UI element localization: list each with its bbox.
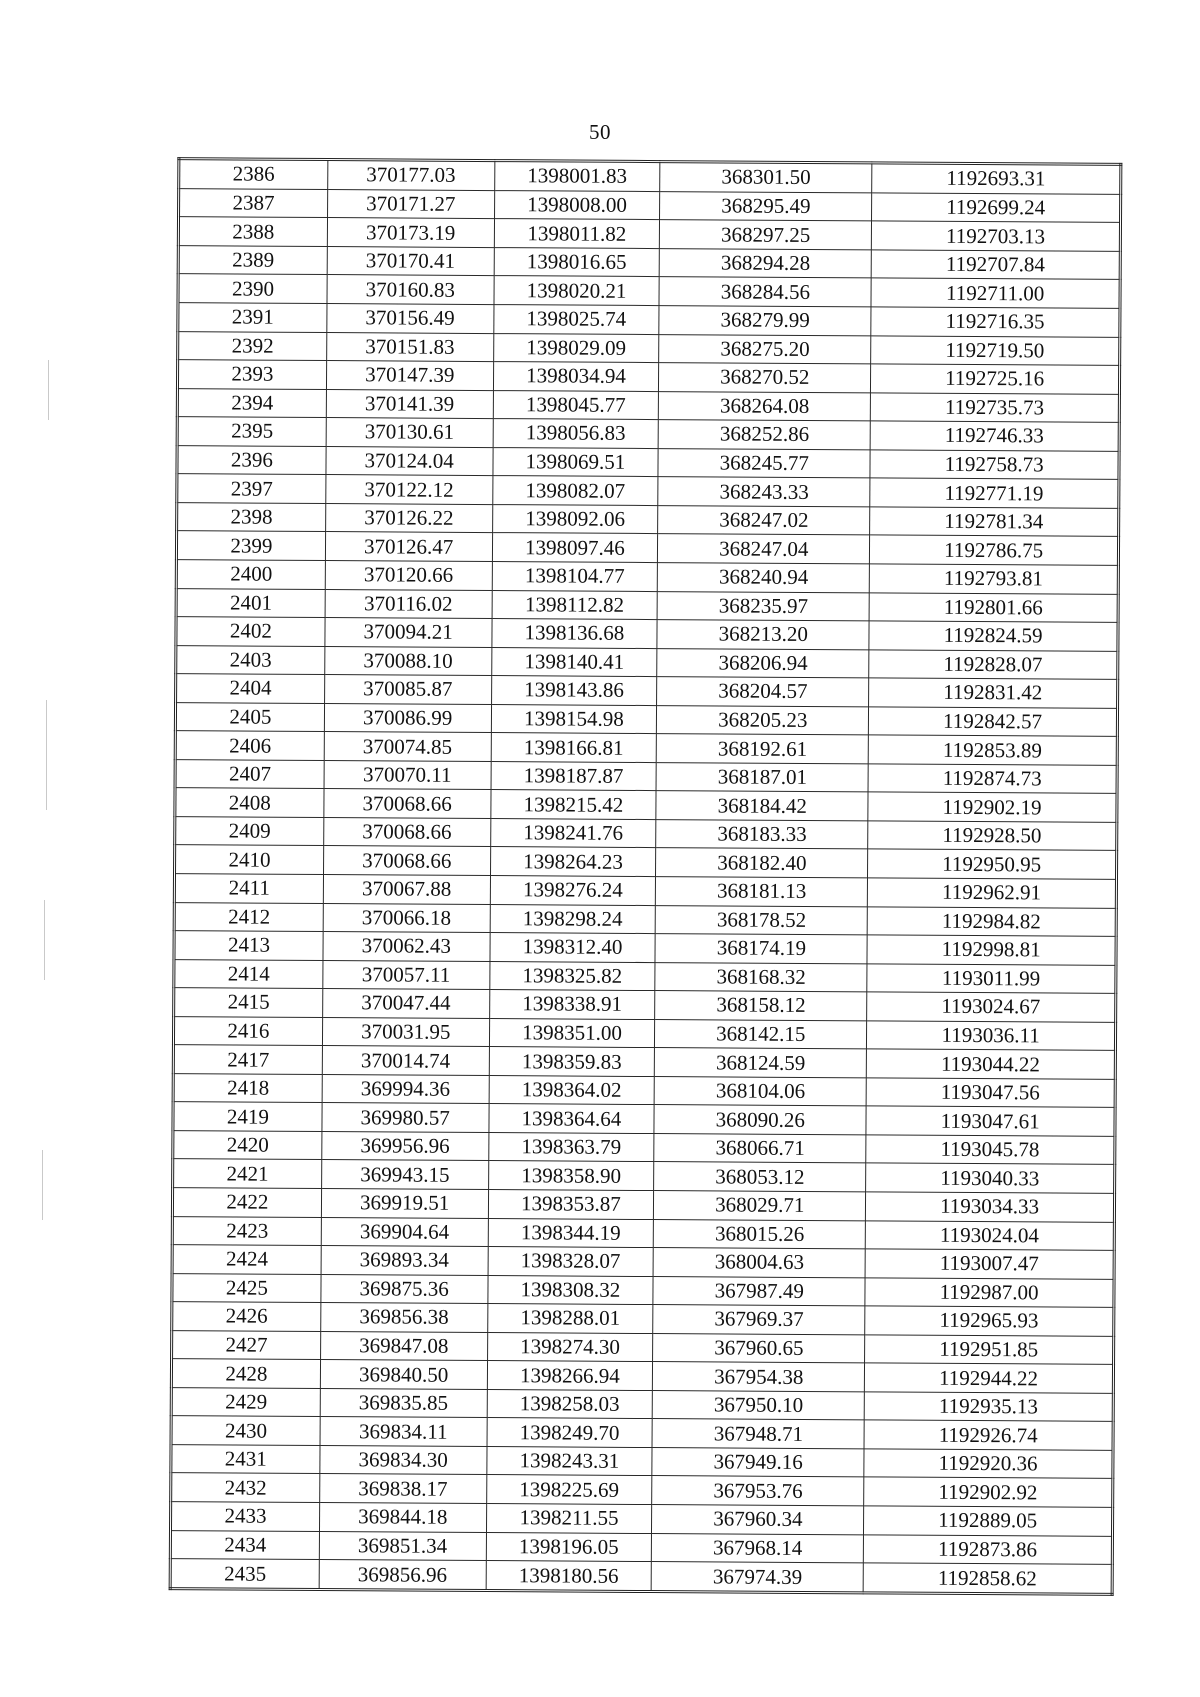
y1-cell: 1398288.01 <box>487 1304 653 1334</box>
x1-cell: 370062.43 <box>323 932 490 962</box>
x1-cell: 370067.88 <box>323 875 490 905</box>
y2-cell: 1192902.19 <box>868 792 1117 822</box>
y1-cell: 1398029.09 <box>493 333 659 363</box>
x2-cell: 368284.56 <box>659 277 871 307</box>
y2-cell: 1192711.00 <box>871 278 1120 308</box>
y1-cell: 1398312.40 <box>490 933 656 963</box>
x2-cell: 367960.34 <box>652 1505 864 1535</box>
y2-cell: 1192935.13 <box>864 1392 1113 1422</box>
x1-cell: 370160.83 <box>327 275 494 305</box>
y2-cell: 1192889.05 <box>864 1506 1113 1536</box>
x1-cell: 369856.96 <box>319 1560 486 1591</box>
y2-cell: 1192965.93 <box>865 1306 1114 1336</box>
y1-cell: 1398249.70 <box>487 1418 653 1448</box>
x2-cell: 368187.01 <box>656 762 868 792</box>
x2-cell: 368174.19 <box>655 934 867 964</box>
y2-cell: 1192699.24 <box>872 193 1121 223</box>
x1-cell: 370170.41 <box>327 246 494 276</box>
table-row <box>170 1559 1112 1595</box>
x2-cell: 368104.06 <box>654 1076 866 1106</box>
point-id-cell: 2387 <box>179 188 328 217</box>
y1-cell: 1398136.68 <box>491 619 657 649</box>
y2-cell: 1193040.33 <box>866 1163 1115 1193</box>
point-id-cell: 2433 <box>170 1502 319 1531</box>
x2-cell: 368294.28 <box>659 249 871 279</box>
x2-cell: 368301.50 <box>660 162 872 193</box>
x1-cell: 370147.39 <box>326 361 493 391</box>
y2-cell: 1192786.75 <box>870 535 1119 565</box>
x1-cell: 370124.04 <box>326 446 493 476</box>
y1-cell: 1398001.83 <box>494 161 660 192</box>
y1-cell: 1398187.87 <box>491 761 657 791</box>
x1-cell: 370126.47 <box>325 532 492 562</box>
y1-cell: 1398097.46 <box>492 533 658 563</box>
x1-cell: 370068.66 <box>324 789 491 819</box>
point-id-cell: 2423 <box>172 1216 321 1245</box>
y2-cell: 1193047.61 <box>866 1106 1115 1136</box>
y1-cell: 1398143.86 <box>491 676 657 706</box>
point-id-cell: 2426 <box>172 1302 321 1331</box>
x1-cell: 370141.39 <box>326 389 493 419</box>
y1-cell: 1398140.41 <box>491 647 657 677</box>
x1-cell: 369980.57 <box>322 1103 489 1133</box>
y2-cell: 1192858.62 <box>863 1563 1112 1594</box>
y2-cell: 1192853.89 <box>868 735 1117 765</box>
x1-cell: 370126.22 <box>325 503 492 533</box>
point-id-cell: 2428 <box>171 1359 320 1388</box>
y2-cell: 1192842.57 <box>869 707 1118 737</box>
point-id-cell: 2429 <box>171 1387 320 1416</box>
point-id-cell: 2425 <box>172 1273 321 1302</box>
scan-artifact <box>42 1150 43 1220</box>
point-id-cell: 2430 <box>171 1416 320 1445</box>
point-id-cell: 2417 <box>173 1045 322 1074</box>
y1-cell: 1398258.03 <box>487 1389 653 1419</box>
x1-cell: 370068.66 <box>323 846 490 876</box>
x1-cell: 369994.36 <box>322 1074 489 1104</box>
point-id-cell: 2397 <box>177 474 326 503</box>
y1-cell: 1398112.82 <box>492 590 658 620</box>
x1-cell: 369851.34 <box>319 1531 486 1561</box>
y2-cell: 1193024.67 <box>867 992 1116 1022</box>
point-id-cell: 2411 <box>174 874 323 903</box>
point-id-cell: 2403 <box>176 645 325 674</box>
x1-cell: 370156.49 <box>327 304 494 334</box>
point-id-cell: 2407 <box>175 759 324 788</box>
y2-cell: 1192793.81 <box>870 564 1119 594</box>
y2-cell: 1192703.13 <box>872 221 1121 251</box>
x2-cell: 368029.71 <box>654 1191 866 1221</box>
x2-cell: 368066.71 <box>654 1133 866 1163</box>
y1-cell: 1398358.90 <box>488 1161 654 1191</box>
point-id-cell: 2427 <box>172 1330 321 1359</box>
x1-cell: 370066.18 <box>323 903 490 933</box>
point-id-cell: 2389 <box>178 246 327 275</box>
x1-cell: 370130.61 <box>326 418 493 448</box>
y2-cell: 1192758.73 <box>870 450 1119 480</box>
point-id-cell: 2388 <box>178 217 327 246</box>
x2-cell: 368295.49 <box>660 191 872 221</box>
x1-cell: 369919.51 <box>321 1189 488 1219</box>
coordinates-table <box>169 157 1123 1596</box>
y1-cell: 1398325.82 <box>489 961 655 991</box>
y2-cell: 1192951.85 <box>865 1335 1114 1365</box>
x2-cell: 368178.52 <box>655 905 867 935</box>
y1-cell: 1398104.77 <box>492 562 658 592</box>
x1-cell: 369893.34 <box>321 1246 488 1276</box>
y2-cell: 1192998.81 <box>867 935 1116 965</box>
point-id-cell: 2432 <box>171 1473 320 1502</box>
x2-cell: 368204.57 <box>657 677 869 707</box>
x1-cell: 370070.11 <box>324 760 491 790</box>
y1-cell: 1398045.77 <box>493 390 659 420</box>
y1-cell: 1398328.07 <box>488 1247 654 1277</box>
x1-cell: 369838.17 <box>319 1474 486 1504</box>
point-id-cell: 2431 <box>171 1445 320 1474</box>
y1-cell: 1398092.06 <box>492 504 658 534</box>
y2-cell: 1192984.82 <box>867 906 1116 936</box>
y2-cell: 1193007.47 <box>865 1249 1114 1279</box>
x1-cell: 369840.50 <box>320 1360 487 1390</box>
y2-cell: 1192874.73 <box>868 764 1117 794</box>
x2-cell: 368205.23 <box>657 705 869 735</box>
y2-cell: 1193047.56 <box>866 1078 1115 1108</box>
y1-cell: 1398166.81 <box>491 733 657 763</box>
y2-cell: 1192950.95 <box>868 849 1117 879</box>
y2-cell: 1192725.16 <box>871 364 1120 394</box>
x1-cell: 370151.83 <box>326 332 493 362</box>
y2-cell: 1192801.66 <box>869 592 1118 622</box>
point-id-cell: 2400 <box>176 560 325 589</box>
x2-cell: 368142.15 <box>655 1019 867 1049</box>
y2-cell: 1193011.99 <box>867 963 1116 993</box>
scan-artifact <box>48 360 49 420</box>
point-id-cell: 2414 <box>174 959 323 988</box>
point-id-cell: 2386 <box>179 159 328 190</box>
y2-cell: 1192944.22 <box>865 1363 1114 1393</box>
y1-cell: 1398154.98 <box>491 704 657 734</box>
y1-cell: 1398211.55 <box>486 1504 652 1534</box>
y1-cell: 1398338.91 <box>489 990 655 1020</box>
y2-cell: 1193034.33 <box>866 1192 1115 1222</box>
y2-cell: 1192831.42 <box>869 678 1118 708</box>
point-id-cell: 2399 <box>176 531 325 560</box>
point-id-cell: 2392 <box>178 331 327 360</box>
point-id-cell: 2435 <box>170 1559 319 1590</box>
x2-cell: 367969.37 <box>653 1305 865 1335</box>
y2-cell: 1192926.74 <box>864 1420 1113 1450</box>
x2-cell: 368168.32 <box>655 962 867 992</box>
x2-cell: 368158.12 <box>655 991 867 1021</box>
point-id-cell: 2405 <box>175 702 324 731</box>
x1-cell: 369834.11 <box>320 1417 487 1447</box>
point-id-cell: 2418 <box>173 1073 322 1102</box>
y2-cell: 1193036.11 <box>867 1021 1116 1051</box>
x2-cell: 368264.08 <box>659 391 871 421</box>
y1-cell: 1398225.69 <box>486 1475 652 1505</box>
point-id-cell: 2406 <box>175 731 324 760</box>
y2-cell: 1193044.22 <box>867 1049 1116 1079</box>
y2-cell: 1192824.59 <box>869 621 1118 651</box>
y2-cell: 1192873.86 <box>864 1534 1113 1564</box>
y1-cell: 1398274.30 <box>487 1332 653 1362</box>
y1-cell: 1398069.51 <box>492 447 658 477</box>
scan-artifact <box>46 700 47 810</box>
y2-cell: 1192716.35 <box>871 307 1120 337</box>
y1-cell: 1398364.02 <box>489 1075 655 1105</box>
point-id-cell: 2415 <box>174 988 323 1017</box>
x2-cell: 367974.39 <box>651 1562 863 1593</box>
point-id-cell: 2420 <box>173 1131 322 1160</box>
x2-cell: 367960.65 <box>653 1333 865 1363</box>
x1-cell: 370122.12 <box>326 475 493 505</box>
x2-cell: 368090.26 <box>654 1105 866 1135</box>
x1-cell: 370014.74 <box>322 1046 489 1076</box>
x2-cell: 368206.94 <box>657 648 869 678</box>
y1-cell: 1398241.76 <box>490 818 656 848</box>
y1-cell: 1398308.32 <box>487 1275 653 1305</box>
x1-cell: 369834.30 <box>320 1445 487 1475</box>
x1-cell: 369875.36 <box>321 1274 488 1304</box>
x2-cell: 368004.63 <box>653 1248 865 1278</box>
x2-cell: 368184.42 <box>656 791 868 821</box>
y1-cell: 1398344.19 <box>488 1218 654 1248</box>
point-id-cell: 2396 <box>177 445 326 474</box>
x2-cell: 368252.86 <box>658 420 870 450</box>
point-id-cell: 2401 <box>176 588 325 617</box>
point-id-cell: 2410 <box>175 845 324 874</box>
x1-cell: 370120.66 <box>325 560 492 590</box>
y1-cell: 1398034.94 <box>493 362 659 392</box>
x1-cell: 370074.85 <box>324 732 491 762</box>
point-id-cell: 2394 <box>177 388 326 417</box>
point-id-cell: 2402 <box>176 617 325 646</box>
y2-cell: 1192771.19 <box>870 478 1119 508</box>
x1-cell: 370171.27 <box>327 189 494 219</box>
y2-cell: 1192719.50 <box>871 335 1120 365</box>
page-number: 50 <box>589 120 611 144</box>
y2-cell: 1192693.31 <box>872 163 1121 194</box>
y1-cell: 1398011.82 <box>494 219 660 249</box>
scan-artifact <box>44 900 45 980</box>
x2-cell: 367987.49 <box>653 1276 865 1306</box>
y1-cell: 1398351.00 <box>489 1018 655 1048</box>
y2-cell: 1192928.50 <box>868 821 1117 851</box>
y1-cell: 1398196.05 <box>486 1532 652 1562</box>
y1-cell: 1398266.94 <box>487 1361 653 1391</box>
y1-cell: 1398020.21 <box>494 276 660 306</box>
x2-cell: 368247.04 <box>658 534 870 564</box>
x1-cell: 370177.03 <box>328 160 495 191</box>
x1-cell: 369943.15 <box>321 1160 488 1190</box>
x2-cell: 368270.52 <box>659 363 871 393</box>
y1-cell: 1398276.24 <box>490 876 656 906</box>
x2-cell: 367950.10 <box>653 1390 865 1420</box>
y2-cell: 1192746.33 <box>870 421 1119 451</box>
y1-cell: 1398243.31 <box>486 1446 652 1476</box>
x1-cell: 370173.19 <box>327 218 494 248</box>
y2-cell: 1192902.92 <box>864 1477 1113 1507</box>
x2-cell: 368192.61 <box>657 734 869 764</box>
x1-cell: 369956.96 <box>322 1131 489 1161</box>
x2-cell: 367954.38 <box>653 1362 865 1392</box>
x1-cell: 370086.99 <box>324 703 491 733</box>
point-id-cell: 2424 <box>172 1245 321 1274</box>
point-id-cell: 2413 <box>174 931 323 960</box>
x2-cell: 367949.16 <box>652 1447 864 1477</box>
x2-cell: 368297.25 <box>660 220 872 250</box>
y2-cell: 1192707.84 <box>871 250 1120 280</box>
point-id-cell: 2409 <box>175 816 324 845</box>
x2-cell: 368183.33 <box>656 819 868 849</box>
x1-cell: 369847.08 <box>320 1331 487 1361</box>
x1-cell: 370031.95 <box>322 1017 489 1047</box>
x1-cell: 370088.10 <box>325 646 492 676</box>
x2-cell: 367953.76 <box>652 1476 864 1506</box>
coordinates-table-body <box>170 159 1121 1595</box>
y2-cell: 1192735.73 <box>871 393 1120 423</box>
x1-cell: 370057.11 <box>323 960 490 990</box>
x1-cell: 370068.66 <box>324 817 491 847</box>
y1-cell: 1398364.64 <box>488 1104 654 1134</box>
x1-cell: 369856.38 <box>321 1303 488 1333</box>
x1-cell: 369904.64 <box>321 1217 488 1247</box>
point-id-cell: 2421 <box>173 1159 322 1188</box>
x2-cell: 368235.97 <box>657 591 869 621</box>
y1-cell: 1398359.83 <box>489 1047 655 1077</box>
y1-cell: 1398363.79 <box>488 1132 654 1162</box>
y2-cell: 1193045.78 <box>866 1135 1115 1165</box>
point-id-cell: 2419 <box>173 1102 322 1131</box>
point-id-cell: 2390 <box>178 274 327 303</box>
y1-cell: 1398353.87 <box>488 1190 654 1220</box>
x2-cell: 368181.13 <box>656 877 868 907</box>
point-id-cell: 2393 <box>177 360 326 389</box>
y1-cell: 1398008.00 <box>494 190 660 220</box>
x2-cell: 368243.33 <box>658 477 870 507</box>
y1-cell: 1398016.65 <box>494 247 660 277</box>
y1-cell: 1398056.83 <box>493 419 659 449</box>
x2-cell: 368279.99 <box>659 306 871 336</box>
coordinates-table-container <box>169 157 1123 1596</box>
point-id-cell: 2398 <box>177 502 326 531</box>
point-id-cell: 2391 <box>178 303 327 332</box>
x1-cell: 369835.85 <box>320 1388 487 1418</box>
y2-cell: 1192987.00 <box>865 1277 1114 1307</box>
point-id-cell: 2416 <box>173 1016 322 1045</box>
y1-cell: 1398082.07 <box>492 476 658 506</box>
point-id-cell: 2395 <box>177 417 326 446</box>
y1-cell: 1398215.42 <box>490 790 656 820</box>
y1-cell: 1398264.23 <box>490 847 656 877</box>
x2-cell: 368015.26 <box>654 1219 866 1249</box>
x1-cell: 370116.02 <box>325 589 492 619</box>
x2-cell: 367948.71 <box>652 1419 864 1449</box>
point-id-cell: 2422 <box>172 1188 321 1217</box>
x1-cell: 369844.18 <box>319 1503 486 1533</box>
x2-cell: 368247.02 <box>658 505 870 535</box>
y1-cell: 1398180.56 <box>486 1561 652 1592</box>
y2-cell: 1192920.36 <box>864 1449 1113 1479</box>
point-id-cell: 2408 <box>175 788 324 817</box>
x2-cell: 368275.20 <box>659 334 871 364</box>
y2-cell: 1192828.07 <box>869 649 1118 679</box>
point-id-cell: 2434 <box>170 1530 319 1559</box>
point-id-cell: 2412 <box>174 902 323 931</box>
point-id-cell: 2404 <box>176 674 325 703</box>
x2-cell: 368240.94 <box>658 563 870 593</box>
y1-cell: 1398298.24 <box>490 904 656 934</box>
x2-cell: 368182.40 <box>656 848 868 878</box>
x2-cell: 368245.77 <box>658 448 870 478</box>
y2-cell: 1192962.91 <box>868 878 1117 908</box>
x1-cell: 370094.21 <box>325 618 492 648</box>
x2-cell: 367968.14 <box>652 1533 864 1563</box>
x2-cell: 368053.12 <box>654 1162 866 1192</box>
y2-cell: 1192781.34 <box>870 507 1119 537</box>
x2-cell: 368124.59 <box>655 1048 867 1078</box>
x2-cell: 368213.20 <box>657 620 869 650</box>
y2-cell: 1193024.04 <box>865 1220 1114 1250</box>
x1-cell: 370047.44 <box>322 989 489 1019</box>
y1-cell: 1398025.74 <box>493 305 659 335</box>
x1-cell: 370085.87 <box>324 675 491 705</box>
